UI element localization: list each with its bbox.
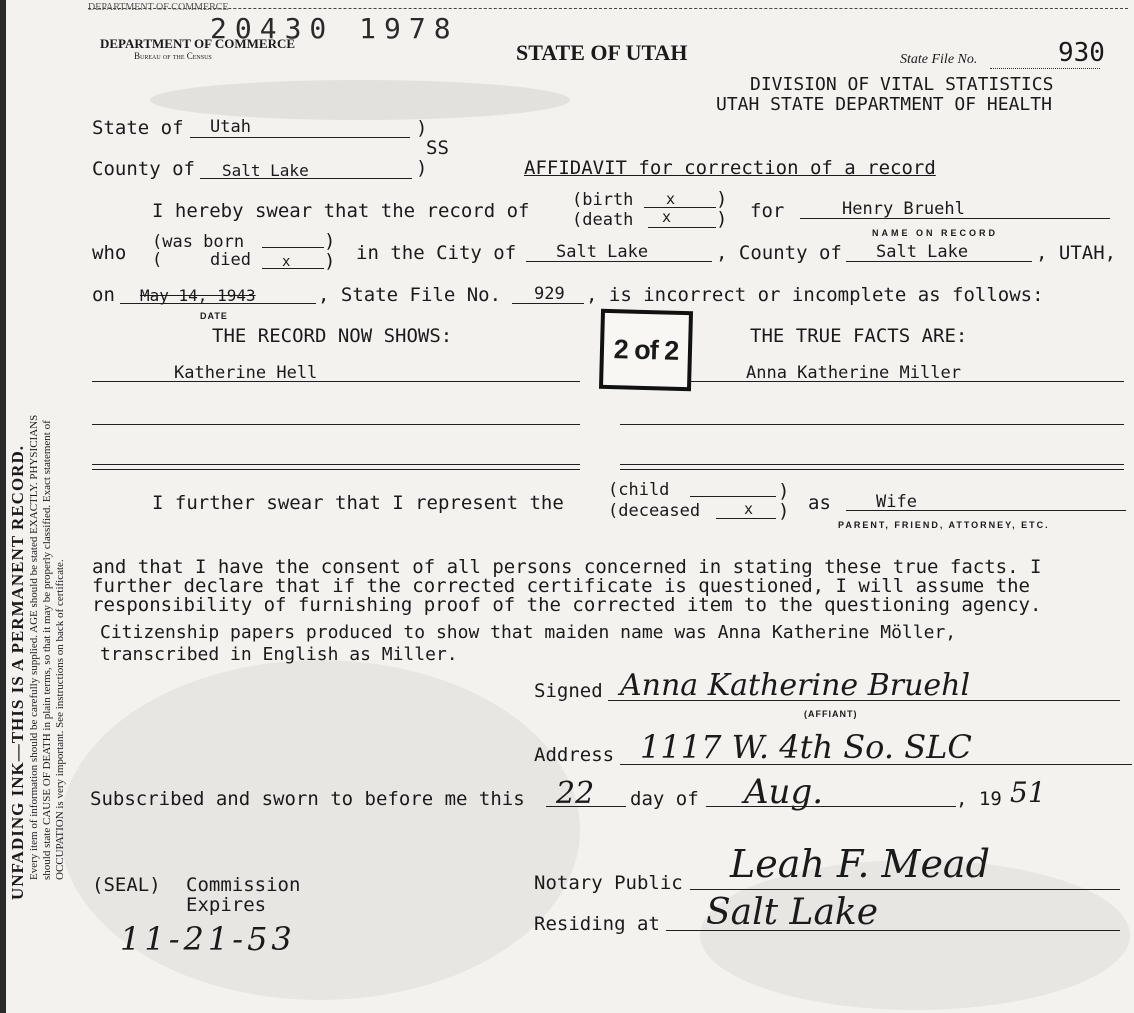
county-label: County of xyxy=(92,158,195,180)
consent-line-1: and that I have the consent of all persons concerned in stating these true facts. I xyxy=(92,556,1042,578)
commission-label: Commission xyxy=(186,874,301,896)
city-value: Salt Lake xyxy=(556,242,649,262)
stamp-number: 20430 1978 xyxy=(210,12,459,45)
died-label: died xyxy=(210,250,251,270)
on-label: on xyxy=(92,284,115,306)
smudge xyxy=(150,80,570,120)
now-shows-rule-3 xyxy=(92,464,580,465)
consent-line-5: transcribed in English as Miller. xyxy=(100,644,458,665)
consent-line-3: responsibility of furnishing proof of the corrected item to the questioning agency. xyxy=(92,594,1042,616)
year-value: 51 xyxy=(1010,776,1046,809)
notary-rule xyxy=(690,889,1120,890)
state-rule xyxy=(190,137,410,138)
bureau: Bureau of the Census xyxy=(134,51,212,61)
page-stamp: 2 of 2 xyxy=(599,309,693,391)
incorrect-text: , is incorrect or incomplete as follows: xyxy=(586,284,1044,306)
represent-text: I further swear that I represent the xyxy=(152,492,564,514)
notary-label: Notary Public xyxy=(534,872,683,894)
name-rule xyxy=(800,218,1110,219)
margin-instructions-3: OCCUPATION is very important. See instructions on back of certificate. xyxy=(54,559,66,880)
for-label: for xyxy=(750,200,785,222)
top-strip: DEPARTMENT OF COMMERCE xyxy=(88,2,229,13)
residing-rule xyxy=(666,930,1120,931)
day-of-label: day of xyxy=(630,788,699,810)
county-value: Salt Lake xyxy=(222,161,309,180)
true-facts-rule-1 xyxy=(690,381,1124,382)
state-value: Utah xyxy=(210,117,251,137)
died-rule xyxy=(262,268,324,269)
state-file-label-2: , State File No. xyxy=(318,284,502,306)
death-mark: x xyxy=(662,208,672,226)
county-rule xyxy=(200,178,412,179)
bracket: ) xyxy=(416,157,428,179)
seal-label: (SEAL) xyxy=(92,874,161,896)
who-label: who xyxy=(92,242,127,264)
expires-value: 11-21-53 xyxy=(120,920,296,958)
margin-instructions-2: should state CAUSE OF DEATH in plain terms, so that it may be properly classified. Exact statement of xyxy=(41,420,53,880)
deceased-rule xyxy=(716,518,776,519)
true-facts-label: THE TRUE FACTS ARE: xyxy=(750,325,968,347)
birth-label: (birth xyxy=(572,190,634,210)
child-rule xyxy=(690,496,776,497)
birth-rule xyxy=(644,207,716,208)
deceased-label: (deceased xyxy=(608,501,701,521)
residing-value: Salt Lake xyxy=(706,892,879,933)
county-of-label: , County of xyxy=(716,242,842,264)
signed-value: Anna Katherine Bruehl xyxy=(620,668,971,703)
state-file-rule xyxy=(990,68,1100,69)
consent-line-4: Citizenship papers produced to show that maiden name was Anna Katherine Möller, xyxy=(100,622,957,643)
state-file-label: State File No. xyxy=(900,52,978,67)
bracket: ) xyxy=(416,117,428,139)
month-rule xyxy=(706,806,956,807)
state-file-value: 929 xyxy=(534,284,565,304)
date-value: May 14, 1943 xyxy=(140,286,256,305)
margin-permanent: UNFADING INK—THIS IS A PERMANENT RECORD. xyxy=(8,445,27,900)
margin-instructions-1: Every item of information should be carefully supplied. AGE should be stated EXACTLY. PHYSICIANS xyxy=(28,414,40,880)
as-caption: PARENT, FRIEND, ATTORNEY, ETC. xyxy=(838,520,1050,530)
death-rule xyxy=(648,227,716,228)
true-facts-value: Anna Katherine Miller xyxy=(746,363,961,383)
city-label: in the City of xyxy=(356,242,517,264)
department-health: UTAH STATE DEPARTMENT OF HEALTH xyxy=(716,94,1052,115)
address-label: Address xyxy=(534,744,615,766)
now-shows-rule-4 xyxy=(92,469,580,470)
now-shows-rule-2 xyxy=(92,424,580,425)
signed-rule xyxy=(608,700,1120,701)
sworn-text: Subscribed and sworn to before me this xyxy=(90,788,525,810)
expires-label: Expires xyxy=(186,894,267,916)
signed-label: Signed xyxy=(534,680,603,702)
year-prefix: , 19 xyxy=(956,788,1002,810)
name-caption: NAME ON RECORD xyxy=(872,228,999,238)
consent-line-2: further declare that if the corrected certificate is questioned, I will assume the xyxy=(92,575,1030,597)
true-facts-rule-4 xyxy=(620,469,1124,470)
county-of-rule xyxy=(846,261,1032,262)
died-mark: x xyxy=(282,254,291,270)
bracket: ) xyxy=(716,208,728,230)
as-value: Wife xyxy=(876,492,917,512)
left-edge xyxy=(0,0,6,1013)
born-rule xyxy=(262,247,324,248)
affidavit-title: AFFIDAVIT for correction of a record xyxy=(524,157,936,179)
bracket: ) xyxy=(778,500,790,522)
division: DIVISION OF VITAL STATISTICS xyxy=(750,74,1054,95)
now-shows-label: THE RECORD NOW SHOWS: xyxy=(212,325,453,347)
child-label: (child xyxy=(608,480,670,500)
bracket: ) xyxy=(778,480,790,502)
state-file-value-rule xyxy=(512,303,584,304)
ss: SS xyxy=(426,137,449,159)
department: DEPARTMENT OF COMMERCE xyxy=(100,36,296,51)
affiant-caption: (AFFIANT) xyxy=(804,709,858,719)
notary-value: Leah F. Mead xyxy=(730,842,990,886)
as-label: as xyxy=(808,492,831,514)
date-rule xyxy=(120,303,316,304)
bracket: ( xyxy=(152,250,163,270)
month-value: Aug. xyxy=(744,772,824,812)
death-label: (death xyxy=(572,210,634,230)
bracket: ) xyxy=(324,250,336,272)
address-value: 1117 W. 4th So. SLC xyxy=(640,728,972,766)
was-born-label: (was born xyxy=(152,232,245,252)
utah-label: , UTAH, xyxy=(1036,242,1117,264)
deceased-mark: x xyxy=(744,500,754,518)
now-shows-value: Katherine Hell xyxy=(174,363,318,383)
day-rule xyxy=(546,806,626,807)
true-facts-rule-2 xyxy=(620,424,1124,425)
swear-text: I hereby swear that the record of xyxy=(152,200,530,222)
day-value: 22 xyxy=(556,776,595,811)
bracket: ) xyxy=(716,188,728,210)
date-caption: DATE xyxy=(200,311,228,321)
address-rule xyxy=(620,764,1132,765)
true-facts-rule-3 xyxy=(620,464,1124,465)
state-title: STATE OF UTAH xyxy=(516,40,688,65)
as-rule xyxy=(846,510,1126,511)
bracket: ) xyxy=(324,230,336,252)
county-of-value: Salt Lake xyxy=(876,242,969,262)
residing-label: Residing at xyxy=(534,913,660,935)
state-label: State of xyxy=(92,117,184,139)
state-file-number: 930 xyxy=(1058,38,1105,68)
top-rule xyxy=(88,8,1128,9)
name-value: Henry Bruehl xyxy=(842,199,965,219)
birth-mark: x xyxy=(666,190,676,208)
now-shows-rule-1 xyxy=(92,381,580,382)
city-rule xyxy=(526,261,712,262)
